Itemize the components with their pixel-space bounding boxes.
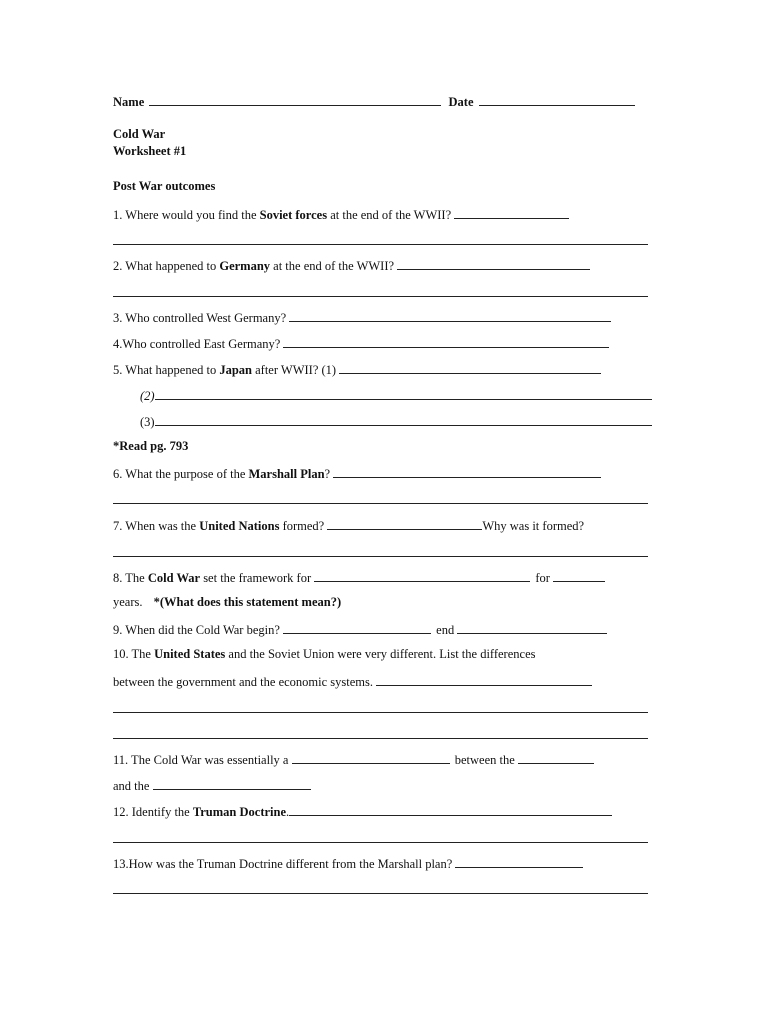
question-10-line-2 [113,673,658,689]
q5-bold: Japan [219,363,252,377]
q9-blank-end[interactable] [457,621,607,634]
question-5 [113,361,658,377]
section-heading: Post War outcomes [113,179,216,193]
question-13 [113,855,658,871]
name-blank[interactable] [149,93,441,106]
q2-answer-line[interactable] [113,296,648,297]
q3-blank[interactable] [289,309,611,322]
q9-blank-begin[interactable] [283,621,431,634]
q9-mid: end [436,623,455,637]
q12-answer-line[interactable] [113,842,648,843]
question-8 [113,569,658,585]
q3-text: 3. Who controlled West Germany? [113,311,287,325]
q1-pre: 1. Where would you find the [113,208,260,222]
q7-pre: 7. When was the [113,519,200,533]
q11-blank-2[interactable] [518,751,594,764]
q13-answer-line[interactable] [113,893,648,894]
q4-blank[interactable] [283,335,609,348]
q5-pre: 5. What happened to [113,363,220,377]
q5-blank-3[interactable] [155,413,652,426]
q2-post: at the end of the WWII? [270,259,395,273]
question-5-part-3 [140,413,660,429]
q10-bold: United States [154,647,226,661]
question-2 [113,257,658,273]
q5-post: after WWII? (1) [252,363,337,377]
q5-sub2: (2) [140,389,155,403]
question-8-line-2 [113,595,658,609]
q12-bold: Truman Doctrine [192,805,287,819]
q10-post: and the Soviet Union were very different. List the differences [225,647,536,661]
q11-pre: 11. The Cold War was essentially a [113,753,289,767]
q2-pre: 2. What happened to [113,259,220,273]
q6-bold: Marshall Plan [248,467,325,481]
q13-text: 13.How was the Truman Doctrine different from the Marshall plan? [113,857,453,871]
q10-answer-line-2[interactable] [113,738,648,739]
q1-blank[interactable] [454,206,569,219]
q7-blank[interactable] [327,517,482,530]
question-4 [113,335,658,351]
q12-pre: 12. Identify the [113,805,193,819]
q8-pre: 8. The [113,571,148,585]
q1-bold: Soviet forces [259,208,328,222]
q8-line2-pre: years. [113,595,143,609]
title-line-2: Worksheet #1 [113,144,187,158]
q7-tail: Why was it formed? [482,519,585,533]
q2-bold: Germany [219,259,271,273]
title-line-1: Cold War [113,127,166,141]
q8-bold: Cold War [147,571,201,585]
q10-answer-line-1[interactable] [113,712,648,713]
question-10 [113,647,658,661]
question-11 [113,751,658,767]
q10-pre: 10. The [113,647,155,661]
q6-blank[interactable] [333,465,601,478]
q4-text: 4.Who controlled East Germany? [113,337,281,351]
q8-line2-bold: *(What does this statement mean?) [153,595,342,609]
q8-blank-1[interactable] [314,569,530,582]
q12-post: . [286,805,290,819]
q5-sub3: (3) [140,415,155,429]
q2-blank[interactable] [397,257,590,270]
q6-post: ? [324,467,331,481]
q9-pre: 9. When did the Cold War begin? [113,623,280,637]
q12-blank[interactable] [289,803,612,816]
header-line [113,93,658,109]
q6-answer-line[interactable] [113,503,648,504]
name-label: Name [113,95,145,109]
question-12 [113,803,658,819]
read-note: *Read pg. 793 [113,439,189,453]
q8-mid: for [535,571,550,585]
q10-blank[interactable] [376,673,592,686]
q6-pre: 6. What the purpose of the [113,467,249,481]
q7-bold: United Nations [199,519,280,533]
question-1 [113,206,658,222]
question-11-line-2 [113,777,658,793]
q7-post: formed? [279,519,325,533]
question-9 [113,621,658,637]
question-7 [113,517,658,533]
question-6 [113,465,658,481]
question-5-part-2 [140,387,660,403]
q1-answer-line[interactable] [113,244,648,245]
q7-answer-line[interactable] [113,556,648,557]
q8-blank-2[interactable] [553,569,605,582]
q1-post: at the end of the WWII? [327,208,452,222]
q13-blank[interactable] [455,855,583,868]
q11-blank-3[interactable] [153,777,311,790]
date-label: Date [448,95,474,109]
q8-post: set the framework for [200,571,312,585]
date-blank[interactable] [479,93,635,106]
q11-mid: between the [454,753,515,767]
q11-blank-1[interactable] [292,751,450,764]
q5-blank-2[interactable] [155,387,652,400]
q10-line2: between the government and the economic systems. [113,675,373,689]
q5-blank-1[interactable] [339,361,601,374]
question-3 [113,309,658,325]
q11-line2: and the [113,779,150,793]
